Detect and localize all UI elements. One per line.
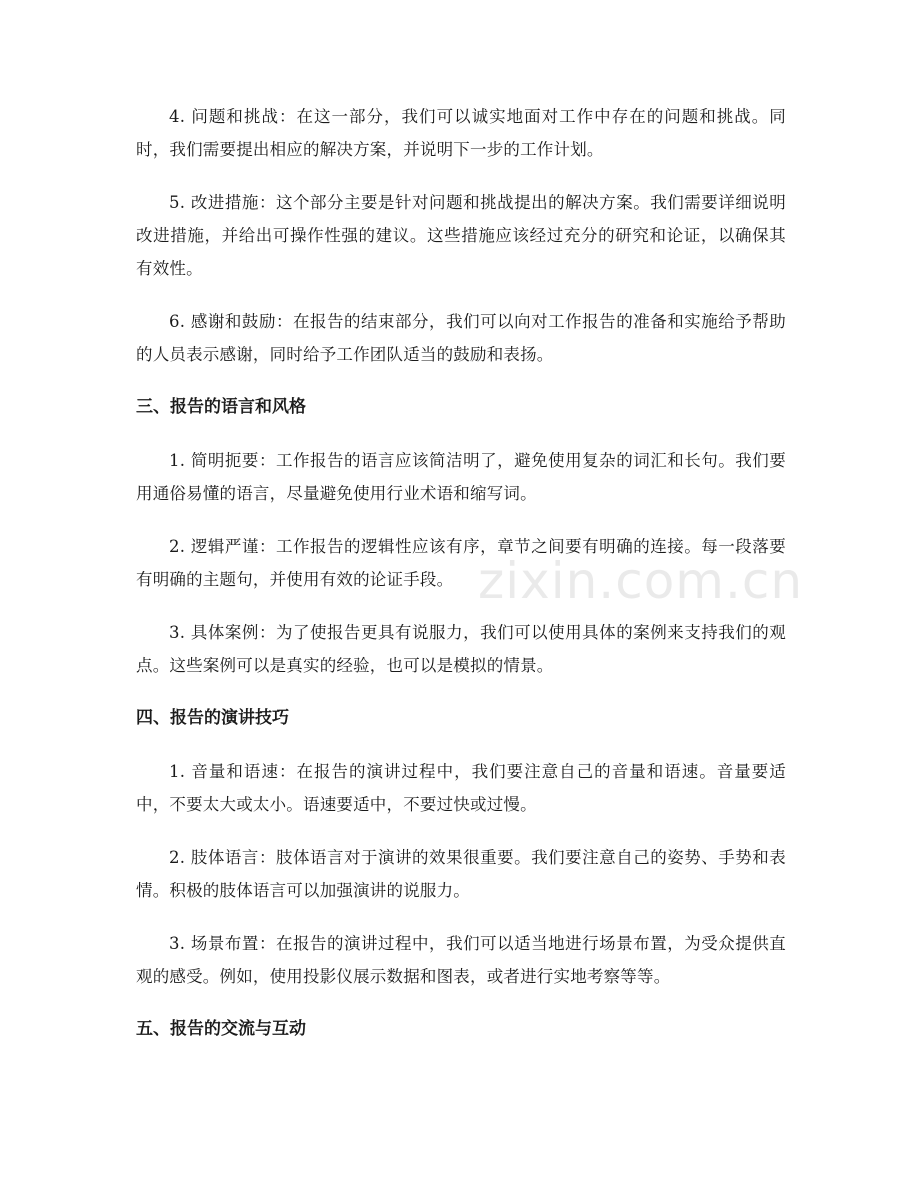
paragraph-case-examples: 3. 具体案例：为了使报告更具有说服力，我们可以使用具体的案例来支持我们的观点。这些案例可以是真实的经验，也可以是模拟的情景。 (136, 623, 786, 675)
paragraph-volume-speed: 1. 音量和语速：在报告的演讲过程中，我们要注意自己的音量和语速。音量要适中，不要太大或太小。语速要适中，不要过快或过慢。 (136, 762, 786, 814)
section-heading-communication: 五、报告的交流与互动 (136, 1019, 306, 1039)
paragraph-body-language: 2. 肢体语言：肢体语言对于演讲的效果很重要。我们要注意自己的姿势、手势和表情。积极的肢体语言可以加强演讲的说服力。 (136, 848, 786, 900)
paragraph-concise: 1. 简明扼要：工作报告的语言应该简洁明了，避免使用复杂的词汇和长句。我们要用通俗易懂的语言，尽量避免使用行业术语和缩写词。 (136, 451, 786, 503)
paragraph-problems-challenges: 4. 问题和挑战：在这一部分，我们可以诚实地面对工作中存在的问题和挑战。同时，我们需要提出相应的解决方案，并说明下一步的工作计划。 (136, 107, 786, 159)
paragraph-scene-setup: 3. 场景布置：在报告的演讲过程中，我们可以适当地进行场景布置，为受众提供直观的感受。例如，使用投影仪展示数据和图表，或者进行实地考察等等。 (136, 934, 786, 986)
paragraph-improvement-measures: 5. 改进措施：这个部分主要是针对问题和挑战提出的解决方案。我们需要详细说明改进措施，并给出可操作性强的建议。这些措施应该经过充分的研究和论证，以确保其有效性。 (136, 193, 786, 278)
document-body (136, 100, 786, 1066)
section-heading-speech-skills: 四、报告的演讲技巧 (136, 708, 289, 728)
paragraph-logical: 2. 逻辑严谨：工作报告的逻辑性应该有序，章节之间要有明确的连接。每一段落要有明确的主题句，并使用有效的论证手段。 (136, 537, 786, 589)
section-heading-language-style: 三、报告的语言和风格 (136, 397, 306, 417)
paragraph-thanks-encouragement: 6. 感谢和鼓励：在报告的结束部分，我们可以向对工作报告的准备和实施给予帮助的人员表示感谢，同时给予工作团队适当的鼓励和表扬。 (136, 312, 786, 364)
watermark: zixin.com.cn (478, 552, 804, 610)
